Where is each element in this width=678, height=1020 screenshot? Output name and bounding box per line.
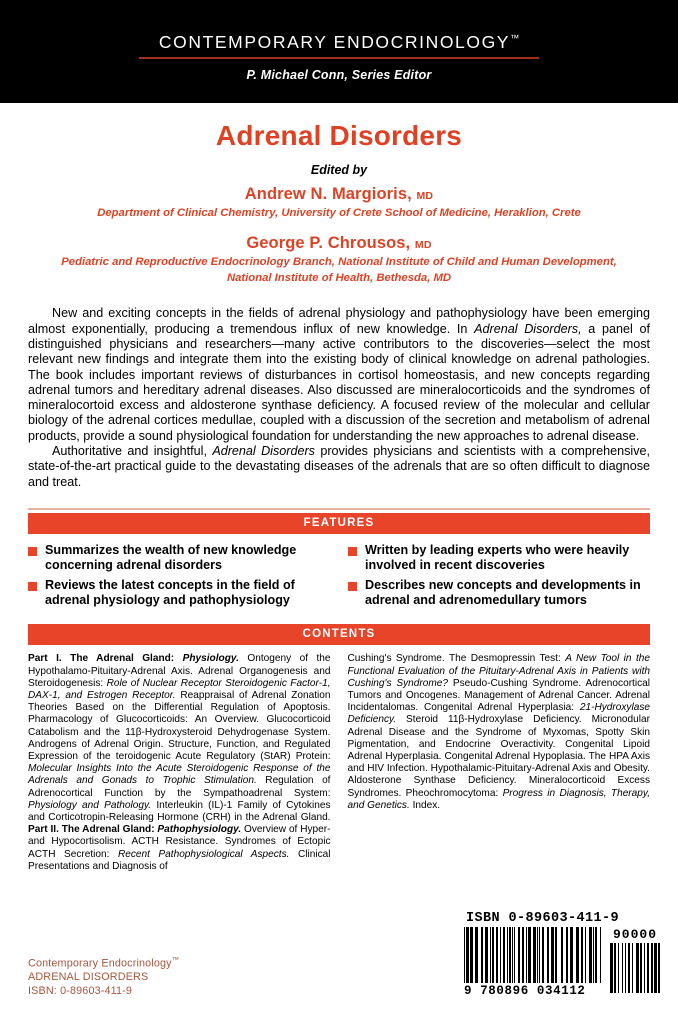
feature-item bbox=[348, 578, 650, 608]
series-editor-line: P. Michael Conn, Series Editor bbox=[246, 67, 432, 82]
bullet-square-icon bbox=[28, 582, 37, 591]
barcode-addon bbox=[610, 927, 660, 993]
editor-2-affiliation-line1: Pediatric and Reproductive Endocrinology Branch, National Institute of Child and Human Development, bbox=[61, 256, 617, 269]
barcode-rows bbox=[464, 927, 660, 998]
barcode-block bbox=[464, 911, 660, 998]
series-divider-rule bbox=[139, 57, 539, 59]
barcode-addon-digits: 90000 bbox=[612, 927, 657, 942]
desc-p2-emphasis: Adrenal Disorders bbox=[212, 444, 315, 458]
features-section bbox=[0, 508, 678, 613]
description-paragraph-1 bbox=[28, 306, 650, 444]
bullet-square-icon bbox=[348, 547, 357, 556]
editor-1-affiliation: Department of Clinical Chemistry, University of Crete School of Medicine, Heraklion, Crete bbox=[97, 207, 581, 219]
feature-item-label: Reviews the latest concepts in the field of adrenal physiology and pathophysiology bbox=[45, 578, 295, 608]
footer-book-line: ADRENAL DISORDERS bbox=[28, 971, 149, 983]
barcode-isbn-label: ISBN 0-89603-411-9 bbox=[466, 911, 620, 926]
feature-item bbox=[348, 543, 650, 573]
editor-2-name bbox=[0, 234, 678, 253]
barcode-main-bars-icon bbox=[464, 927, 604, 983]
features-heading-bar: FEATURES bbox=[28, 513, 650, 534]
footer-trademark-glyph: ™ bbox=[171, 954, 180, 964]
footer-series-text: Contemporary Endocrinology bbox=[28, 957, 172, 970]
desc-p1-emphasis: Adrenal Disorders, bbox=[474, 321, 582, 336]
barcode-main bbox=[464, 927, 604, 998]
series-title-text: CONTEMPORARY ENDOCRINOLOGY bbox=[158, 32, 511, 52]
editor-2-name-text: George P. Chrousos, bbox=[246, 234, 411, 253]
publisher-info bbox=[28, 953, 179, 998]
bullet-square-icon bbox=[348, 582, 357, 591]
title-block bbox=[0, 103, 678, 285]
editor-2-degree: MD bbox=[414, 239, 432, 252]
feature-item bbox=[28, 543, 330, 573]
footer-series-line bbox=[28, 953, 179, 971]
footer-area bbox=[0, 860, 678, 1020]
contents-column-left: Part I. The Adrenal Gland: Physiology. Ontogeny of the Hypothalamo-Pituitary-Adrenal Axis. Adrenal Organogenesis and Steroidogenesis: Role of Nuclear Receptor Steroidogenic Factor-1, DAX-1, and Estrogen Receptor. Reappraisal of Adrenal Zonation Theories Based on the Differential Regulation of Apoptosis. Pharmacology of Glucocorticoids: An Overview. Glucocorticoid Catabolism and the 11β-Hydroxysteroid Dehydrogenase System. Androgens of Adrenal Origin. Structure, Function, and Regulated Expression of the teroidogenic Acute Regulatory (StAR) Protein: Molecular Insights Into the Acute Steroidogenic Response of the Adrenals and Gonads to Trophic Stimulation. Regulation of Adrenocortical Function by the Sympathoadrenal System: Physiology and Pathology. Interleukin (IL)-1 Family of Cytokines and Corticotropin-Releasing Hormone (CRH) in the Adrenal Gland. Part II. The Adrenal Gland: Pathophysiology. Overview of Hyper- and Hypocortisolism. ACTH Resistance. Syndromes of Ectopic ACTH Secretion: Recent Pathophysiological Aspects. Clinical Presentations and Diagnosis of bbox=[28, 653, 331, 872]
features-top-rule bbox=[28, 508, 650, 510]
desc-p2-part-a: Authoritative and insightful, bbox=[52, 444, 213, 458]
editor-1-degree: MD bbox=[416, 190, 434, 202]
contents-column-right: Cushing's Syndrome. The Desmopressin Test: A New Tool in the Functional Evaluation of the Pituitary-Adrenal Axis in Patients with Cushing's Syndrome? Pseudo-Cushing Syndrome. Adrenocortical Tumors and Oncogenes. Management of Adrenal Cancer. Adrenal Incidentalomas. Congenital Adrenal Hyperplasia: 21-Hydroxylase Deficiency. Steroid 11β-Hydroxylase Deficiency. Micronodular Adrenal Disease and the Syndrome of Myxomas, Spotty Skin Pigmentation, and Endocrine Overactivity. Congenital Lipoid Adrenal Hyperplasia. Congenital Adrenal Hypoplasia. The HPA Axis and HIV Infection. Hypothalamic-Pituitary-Adrenal Axis and Obesity. Aldosterone Synthase Deficiency. Mineralocorticoid Excess Syndromes. Pheochromocytoma: Progress in Diagnosis, Therapy, and Genetics. Index. bbox=[347, 653, 650, 811]
contents-heading-bar: CONTENTS bbox=[28, 624, 650, 645]
feature-item-label: Written by leading experts who were heavily involved in recent discoveries bbox=[365, 543, 630, 573]
footer-isbn-line: ISBN: 0-89603-411-9 bbox=[28, 984, 133, 997]
desc-p1-part-a: New and exciting concepts in the fields of adrenal physiology and pathophysiology have been emerging almost exponentially, producing a tremendous influx of new knowledge. In bbox=[28, 306, 650, 336]
editor-1-name bbox=[0, 185, 678, 204]
features-column-left bbox=[28, 543, 330, 613]
bullet-square-icon bbox=[28, 547, 37, 556]
feature-item-label: Summarizes the wealth of new knowledge concerning adrenal disorders bbox=[45, 543, 297, 573]
series-header-band bbox=[0, 0, 678, 103]
barcode-ean-digits: 9 780896 034112 bbox=[464, 984, 586, 998]
contents-columns bbox=[28, 653, 650, 873]
page-title: Adrenal Disorders bbox=[215, 120, 463, 151]
desc-p2-part-b: provides physicians and scientists with a comprehensive, state-of-the-art practical guide to the devastating diseases of the adrenals that are so often difficult to diagnose and treat. bbox=[28, 444, 650, 489]
editor-2-affiliation-line2: National Institute of Health, Bethesda, MD bbox=[226, 272, 452, 285]
features-list bbox=[28, 543, 650, 613]
barcode-addon-bars-icon bbox=[610, 943, 660, 993]
series-title bbox=[0, 34, 678, 52]
book-description bbox=[0, 306, 678, 490]
feature-item-label: Describes new concepts and developments in adrenal and adrenomedullary tumors bbox=[365, 578, 641, 608]
editor-1-name-text: Andrew N. Margioris, bbox=[244, 185, 412, 203]
trademark-glyph: ™ bbox=[510, 33, 520, 44]
description-paragraph-2 bbox=[28, 444, 650, 490]
contents-section bbox=[0, 624, 678, 873]
edited-by-label: Edited by bbox=[310, 163, 368, 177]
features-column-right bbox=[348, 543, 650, 613]
desc-p1-part-b: a panel of distinguished physicians and researchers—many active contributors to the discoveries—select the most relevant new findings and integrate them into the existing body of clinical knowledge on adrenal pathologies. The book includes important reviews of disturbances in cortisol homeostasis, and new concepts regarding adrenal tumors and hereditary adrenal diseases. Also discussed are mineralocorticoids and the syndromes of mineralocortoid excess and aldosterone synthase deficiency. A focused review of the molecular and cellular biology of the adrenal cortices medullae, coupled with a discussion of the secretion and metabolism of adrenal products, provide a sound physiological foundation for understanding the new approaches to adrenal disease. bbox=[28, 321, 650, 443]
feature-item bbox=[28, 578, 330, 608]
